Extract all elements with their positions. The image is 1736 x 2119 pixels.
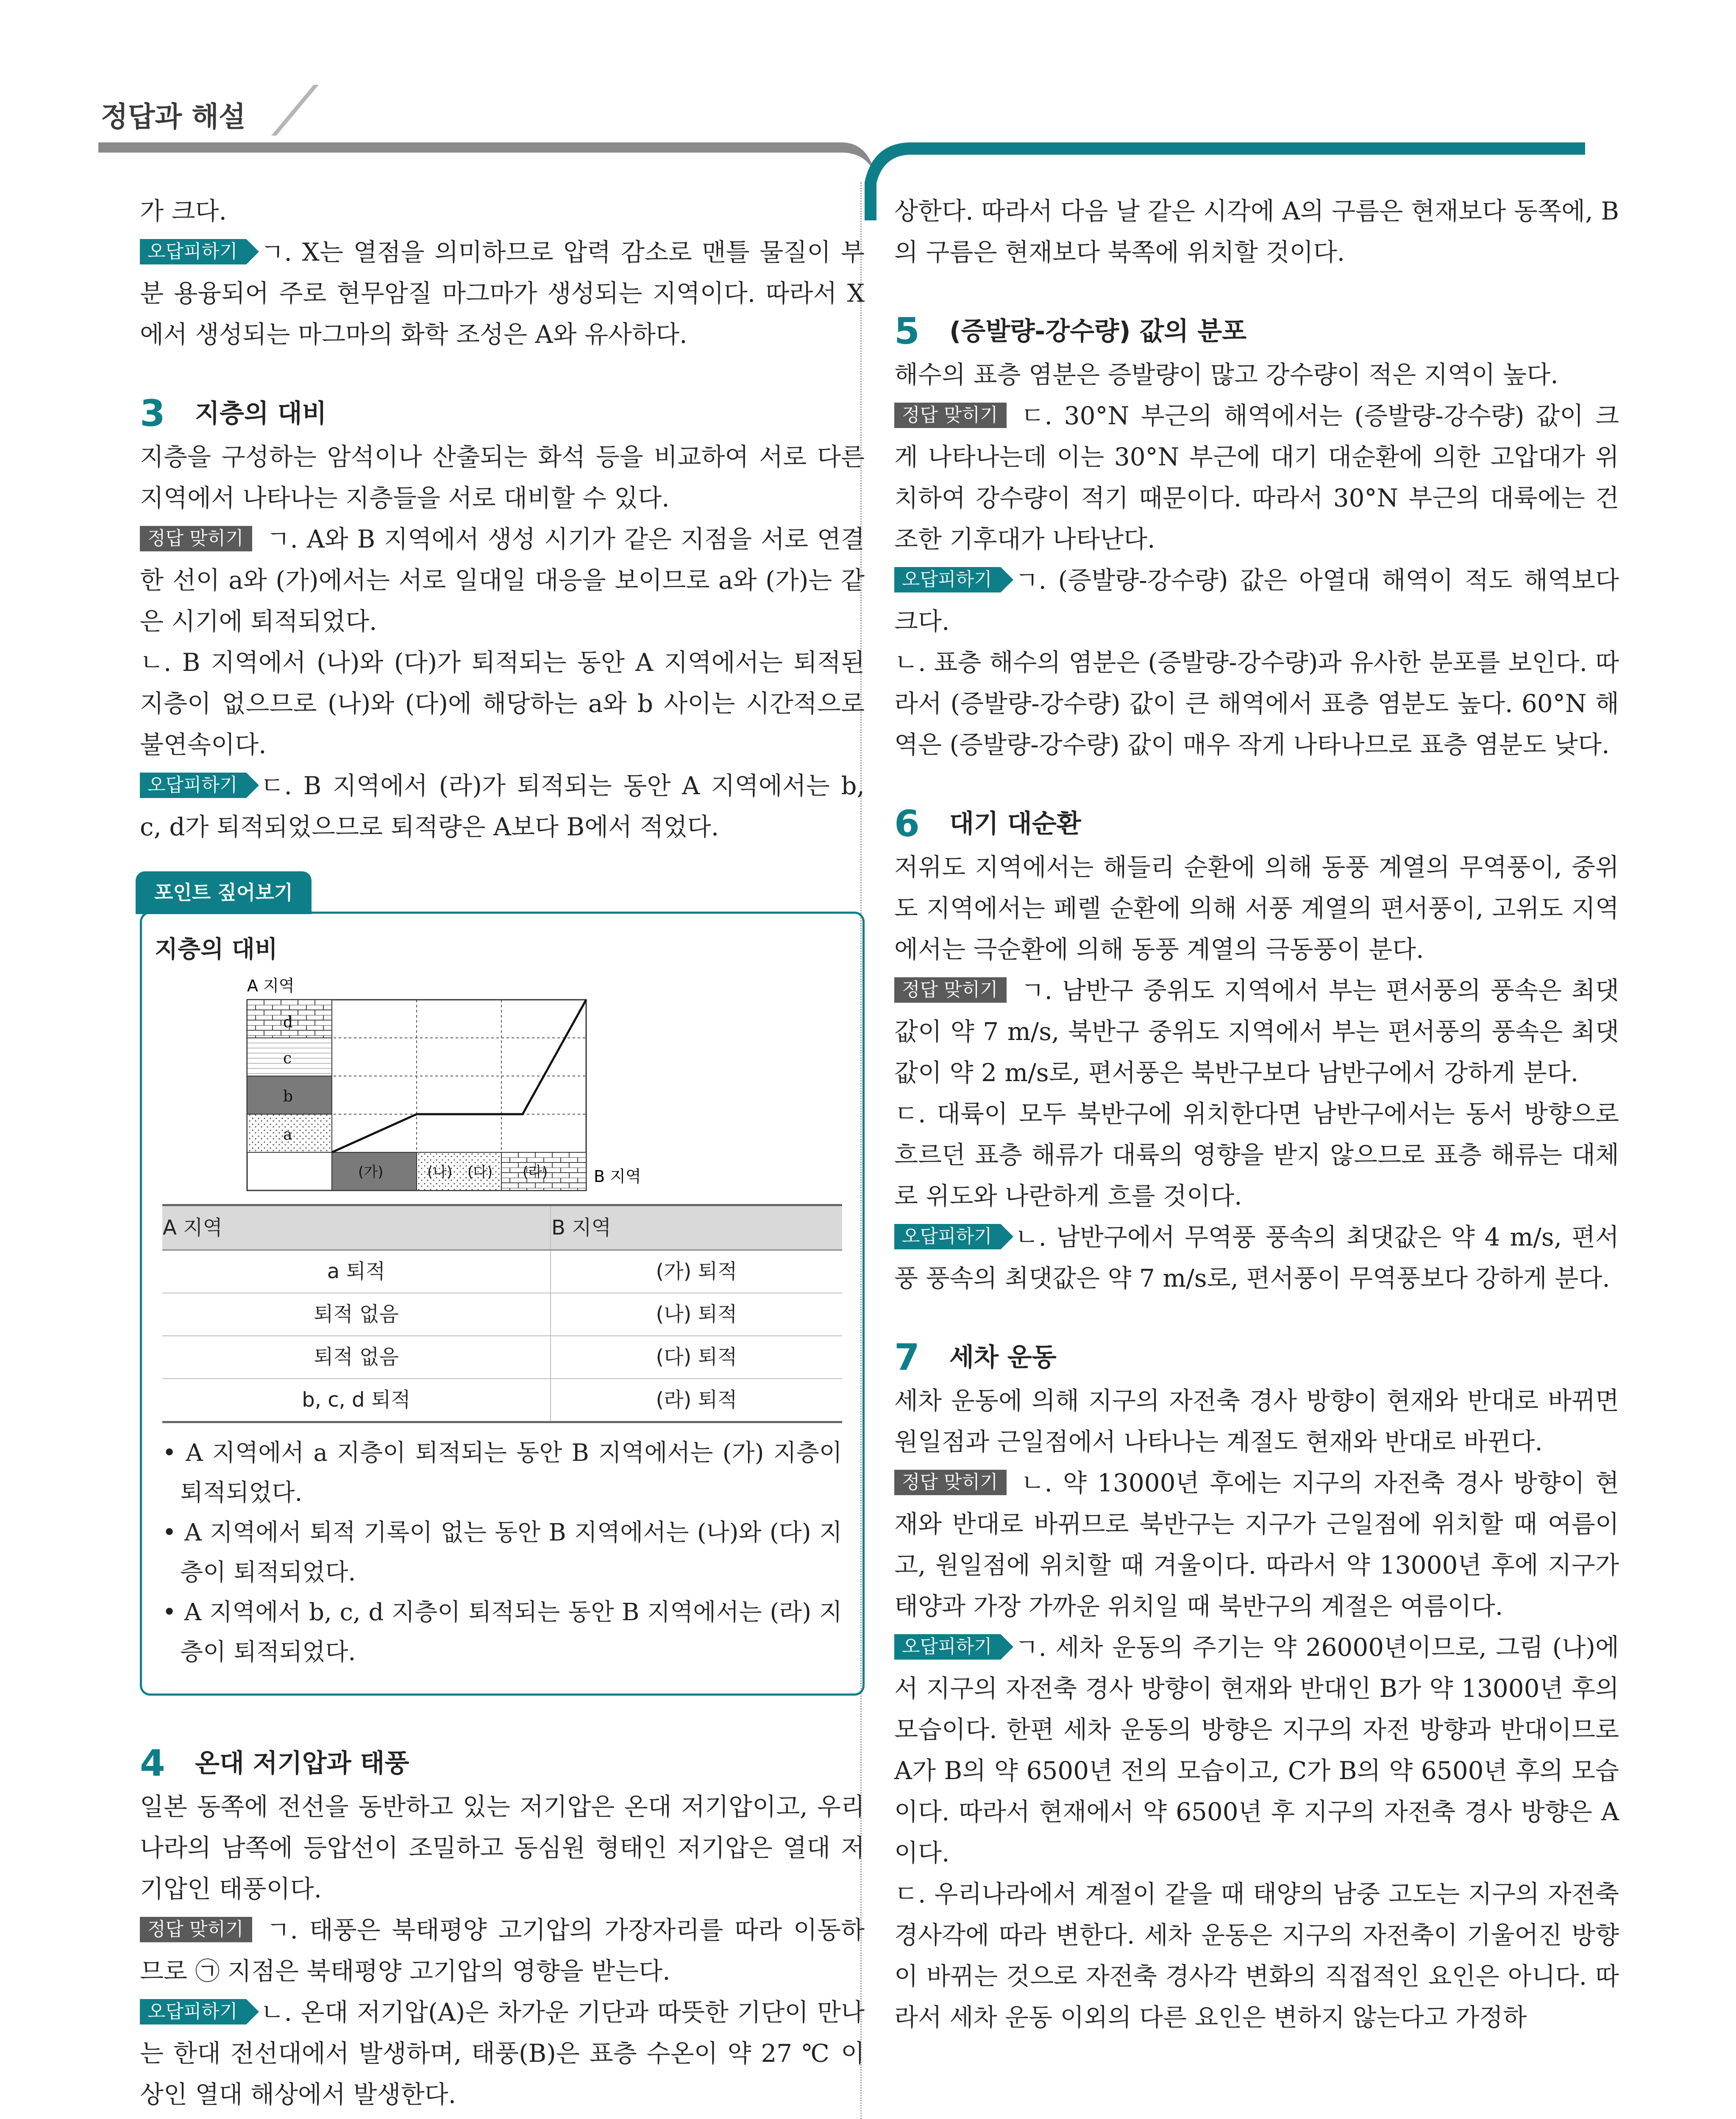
- paragraph-text: ㄱ. A와 B 지역에서 생성 시기가 같은 지점을 서로 연결한 선이 a와 (가)에서는 서로 일대일 대응을 보이므로 a와 (가)는 같은 시기에 퇴적되었다.: [140, 525, 865, 636]
- avoid-paragraph: [140, 232, 865, 355]
- paragraph: 상한다. 따라서 다음 날 같은 시각에 A의 구름은 현재보다 동쪽에, B의 구름은 현재보다 북쪽에 위치할 것이다.: [894, 197, 1619, 267]
- table-cell: 퇴적 없음: [162, 1293, 551, 1336]
- layer-label-a: a: [283, 1126, 292, 1143]
- section-number: 5: [894, 310, 920, 353]
- avoid-paragraph: [894, 1217, 1619, 1299]
- correct-badge: 정답 맞히기: [894, 977, 1007, 1003]
- paragraph: [140, 2115, 865, 2119]
- avoid-badge: 오답피하기: [894, 1224, 1001, 1249]
- bullet-item: • A 지역에서 a 지층이 퇴적되는 동안 B 지역에서는 (가) 지층이 퇴적되었다.: [162, 1439, 842, 1507]
- section-number: 4: [140, 1742, 165, 1785]
- section-number: 6: [894, 802, 920, 845]
- paragraph-text: ㄱ. 남반구 중위도 지역에서 부는 편서풍의 풍속은 최댓값이 약 7 m/s, 북반구 중위도 지역에서 부는 편서풍의 풍속은 최댓값이 약 2 m/s로, 편서풍은 북반구보다 남반구에서 강하게 분다.: [894, 976, 1619, 1087]
- section-number: 3: [140, 392, 165, 435]
- paragraph-text: ㄷ. 30°N 부근의 해역에서는 (증발량-강수량) 값이 크게 나타나는데 이는 30°N 부근에 대기 대순환에 의한 고압대가 위치하여 강수량이 적기 때문이다. 따라서 30°N 부근의 대륙에는 건조한 기후대가 나타난다.: [894, 401, 1619, 553]
- paragraph: ㄴ. 표층 해수의 염분은 (증발량-강수량)과 유사한 분포를 보인다. 따라서 (증발량-강수량) 값이 큰 해역에서 표층 염분도 높다. 60°N 해역은 (증발량-강수량) 값이 매우 작게 나타나므로 표층 염분도 낮다.: [894, 648, 1619, 759]
- paragraph: ㄴ. B 지역에서 (나)와 (다)가 퇴적되는 동안 A 지역에서는 퇴적된 지층이 없으므로 (나)와 (다)에 해당하는 a와 b 사이는 시간적으로 불연속이다.: [140, 648, 865, 759]
- paragraph: ㄷ. 대륙이 모두 북반구에 위치한다면 남반구에서는 동서 방향으로 흐르던 표층 해류가 대륙의 영향을 받지 않으므로 표층 해류는 대체로 위도와 나란하게 흐를 것이다.: [894, 1099, 1619, 1210]
- paragraph: 세차 운동에 의해 지구의 자전축 경사 방향이 현재와 반대로 바뀌면 원일점과 근일점에서 나타나는 계절도 현재와 반대로 바뀐다.: [894, 1386, 1619, 1456]
- point-box-subtitle: 지층의 대비: [155, 936, 278, 963]
- bullet-item: • A 지역에서 b, c, d 지층이 퇴적되는 동안 B 지역에서는 (라) 지층이 퇴적되었다.: [162, 1599, 842, 1666]
- paragraph-text: ㄱ. X는 열점을 의미하므로 압력 감소로 맨틀 물질이 부분 용융되어 주로 현무암질 마그마가 생성되는 지역이다. 따라서 X에서 생성되는 마그마의 화학 조성은 A와 유사하다.: [140, 238, 865, 349]
- table-cell: (라) 퇴적: [551, 1379, 842, 1422]
- paragraph-text: ㄱ. 세차 운동의 주기는 약 26000년이므로, 그림 (나)에서 지구의 자전축 경사 방향이 현재와 반대인 B가 약 13000년 후의 모습이다. 한편 세차 운동의 방향은 지구의 자전 방향과 반대이므로 A가 B의 약 6500년 전의 모습이고, C가 B의 약 6500년 후의 모습이다. 따라서 현재에서 약 6500년 후 지구의 자전축 경사 방향은 A이다.: [894, 1633, 1619, 1867]
- section-title: 대기 대순환: [949, 809, 1081, 839]
- section-3-heading: [140, 392, 865, 435]
- paragraph: 해수의 표층 염분은 증발량이 많고 강수량이 적은 지역이 높다.: [894, 360, 1558, 389]
- section-title: (증발량-강수량) 값의 분포: [949, 316, 1247, 346]
- strata-table: [162, 1204, 842, 1423]
- left-column: [140, 191, 865, 2119]
- layer-label-d: d: [283, 1014, 293, 1031]
- table-cell: (나) 퇴적: [551, 1293, 842, 1336]
- section-5-heading: [894, 310, 1619, 353]
- layer-label-b: b: [283, 1088, 293, 1105]
- point-box: [140, 912, 865, 1696]
- section-title: 지층의 대비: [195, 398, 327, 428]
- correct-badge: 정답 맞히기: [140, 1917, 252, 1942]
- paragraph: 일본 동쪽에 전선을 동반하고 있는 저기압은 온대 저기압이고, 우리나라의 남쪽에 등압선이 조밀하고 동심원 형태인 저기압은 열대 저기압인 태풍이다.: [140, 1792, 865, 1903]
- layer-label-ra: (라): [523, 1164, 548, 1181]
- page-header-title: 정답과 해설: [101, 100, 246, 133]
- section-title: 온대 저기압과 태풍: [195, 1748, 409, 1778]
- correct-paragraph: [140, 1910, 865, 1992]
- table-row: [162, 1336, 842, 1379]
- table-row: [162, 1379, 842, 1422]
- avoid-paragraph: [894, 560, 1619, 642]
- point-bullet-list: [162, 1433, 842, 1672]
- region-b-label: B 지역: [594, 1167, 641, 1186]
- avoid-paragraph: [140, 1992, 865, 2115]
- table-header: B 지역: [551, 1205, 842, 1250]
- table-row: [162, 1250, 842, 1293]
- paragraph-text: ㄴ. 약 13000년 후에는 지구의 자전축 경사 방향이 현재와 반대로 바뀌므로 북반구는 지구가 근일점에 위치할 때 여름이고, 원일점에 위치할 때 겨울이다. 따라서 약 13000년 후에 지구가 태양과 가장 가까운 위치일 때 북반구의 계절은 여름이다.: [894, 1468, 1619, 1621]
- avoid-paragraph: [894, 1627, 1619, 1874]
- paragraph-text: ㄱ. 태풍은 북태평양 고기압의 가장자리를 따라 이동하므로 ㉠ 지점은 북태평양 고기압의 영향을 받는다.: [140, 1916, 865, 1986]
- table-cell: (다) 퇴적: [551, 1336, 842, 1379]
- section-6-heading: [894, 803, 1619, 845]
- paragraph: 저위도 지역에서는 해들리 순환에 의해 동풍 계열의 무역풍이, 중위도 지역에서는 페렐 순환에 의해 서풍 계열의 편서풍이, 고위도 지역에서는 극순환에 의해 동풍 계열의 극동풍이 분다.: [894, 853, 1619, 964]
- avoid-badge: 오답피하기: [894, 1634, 1001, 1660]
- table-cell: 퇴적 없음: [162, 1336, 551, 1379]
- correct-paragraph: [140, 519, 865, 642]
- paragraph: ㄷ. 우리나라에서 계절이 같을 때 태양의 남중 고도는 지구의 자전축 경사각에 따라 변한다. 세차 운동은 지구의 자전축이 기울어진 방향이 바뀌는 것으로 자전축 경사각 변화의 직접적인 요인은 아니다. 따라서 세차 운동 이외의 다른 요인은 변하지 않는다고 가정하: [894, 1880, 1619, 2032]
- avoid-badge: 오답피하기: [140, 1999, 246, 2024]
- table-cell: b, c, d 퇴적: [162, 1379, 551, 1422]
- section-4-heading: [140, 1742, 865, 1785]
- strata-correlation-diagram: [162, 974, 654, 1195]
- layer-label-c: c: [283, 1050, 292, 1067]
- right-column: [894, 191, 1619, 2038]
- table-cell: a 퇴적: [162, 1250, 551, 1293]
- paragraph: 지층을 구성하는 암석이나 산출되는 화석 등을 비교하여 서로 다른 지역에서 나타나는 지층들을 서로 대비할 수 있다.: [140, 442, 865, 512]
- paragraph-text: ㄱ. (증발량-강수량) 값은 아열대 해역이 적도 해역보다 크다.: [894, 566, 1619, 636]
- paragraph: 가 크다.: [140, 197, 227, 225]
- correct-badge: 정답 맞히기: [894, 1470, 1007, 1495]
- avoid-badge: 오답피하기: [894, 567, 1001, 592]
- layer-label-na: (나): [427, 1164, 453, 1181]
- correct-paragraph: [894, 395, 1619, 560]
- paragraph-text: ㄴ. 온대 저기압(A)은 차가운 기단과 따뜻한 기단이 만나는 한대 전선대에서 발생하며, 태풍(B)은 표층 수온이 약 27 ℃ 이상인 열대 해상에서 발생한다.: [140, 1998, 865, 2109]
- paragraph-text: ㄷ. B 지역에서 (라)가 퇴적되는 동안 A 지역에서는 b, c, d가 퇴적되었으므로 퇴적량은 A보다 B에서 적었다.: [140, 771, 865, 841]
- table-row: [162, 1293, 842, 1336]
- section-number: 7: [894, 1336, 920, 1379]
- table-cell: (가) 퇴적: [551, 1250, 842, 1293]
- point-box-tab: 포인트 짚어보기: [136, 871, 312, 914]
- correct-paragraph: [894, 970, 1619, 1093]
- table-header: A 지역: [162, 1205, 551, 1250]
- paragraph-text: ㄴ. 남반구에서 무역풍 풍속의 최댓값은 약 4 m/s, 편서풍 풍속의 최댓값은 약 7 m/s로, 편서풍이 무역풍보다 강하게 분다.: [894, 1223, 1619, 1293]
- avoid-badge: 오답피하기: [140, 239, 246, 264]
- layer-label-ga: (가): [358, 1164, 384, 1181]
- section-7-heading: [894, 1336, 1619, 1379]
- correct-badge: 정답 맞히기: [894, 403, 1007, 428]
- region-a-label: A 지역: [247, 976, 295, 995]
- correct-badge: 정답 맞히기: [140, 526, 252, 551]
- correct-paragraph: [894, 1463, 1619, 1627]
- section-title: 세차 운동: [949, 1342, 1057, 1372]
- avoid-badge: 오답피하기: [140, 773, 246, 798]
- layer-label-da: (다): [467, 1164, 493, 1181]
- avoid-paragraph: [140, 765, 865, 848]
- bullet-item: • A 지역에서 퇴적 기록이 없는 동안 B 지역에서는 (나)와 (다) 지층이 퇴적되었다.: [162, 1519, 842, 1586]
